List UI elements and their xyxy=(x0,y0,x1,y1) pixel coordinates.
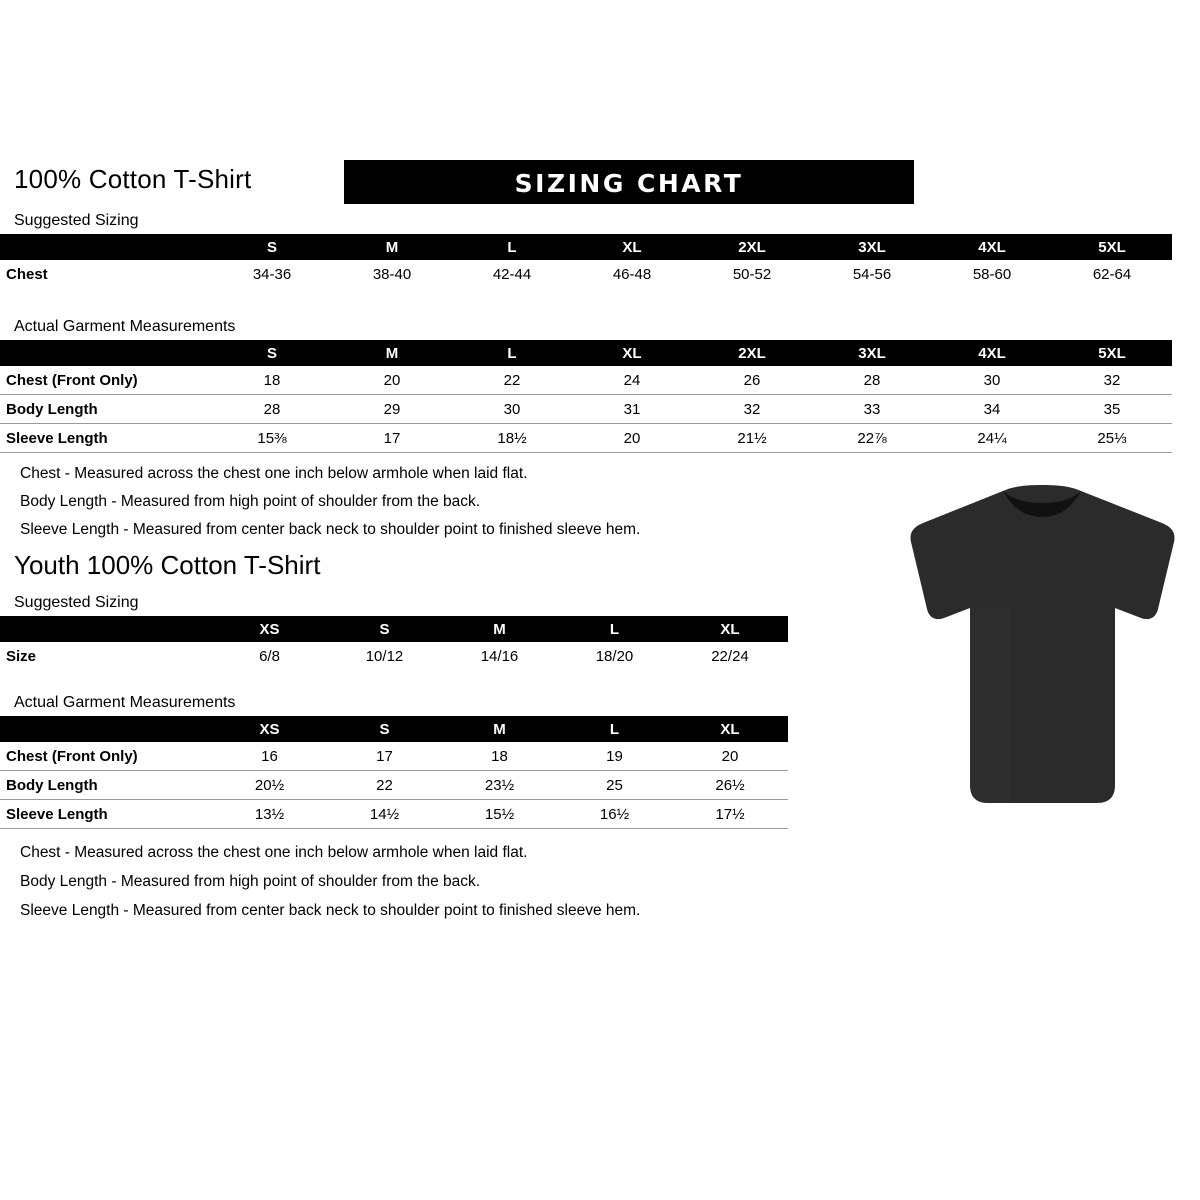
cell: 22 xyxy=(452,366,572,395)
column-header: S xyxy=(379,720,390,738)
table-header-row xyxy=(0,234,1172,260)
cell: 32 xyxy=(692,395,812,424)
cell: 33 xyxy=(812,395,932,424)
cell: 13½ xyxy=(212,800,327,829)
column-header: XL xyxy=(720,620,740,638)
cell: 32 xyxy=(1052,366,1172,395)
column-header: M xyxy=(493,720,506,738)
youth-note-sleeve-length: Sleeve Length - Measured from center back neck to shoulder point to finished sleeve hem. xyxy=(20,902,641,919)
cell: 22⅞ xyxy=(812,424,932,453)
cell: 23½ xyxy=(442,771,557,800)
table-header-row xyxy=(0,340,1172,366)
cell: 20 xyxy=(672,742,788,771)
column-header: L xyxy=(507,238,517,256)
cell: 6/8 xyxy=(259,647,280,665)
row-label: Chest xyxy=(6,265,48,283)
adult-actual-measurements-table xyxy=(0,340,1172,453)
cell: 58-60 xyxy=(972,265,1012,283)
cell: 17 xyxy=(332,424,452,453)
table-row xyxy=(0,260,1172,288)
cell: 20 xyxy=(332,366,452,395)
cell: 54-56 xyxy=(852,265,892,283)
cell: 29 xyxy=(332,395,452,424)
column-header: 2XL xyxy=(738,344,766,362)
cell: 62-64 xyxy=(1092,265,1132,283)
row-label: Sleeve Length xyxy=(0,800,212,829)
column-header xyxy=(0,234,212,260)
youth-suggested-sizing-label: Suggested Sizing xyxy=(14,594,139,611)
table-row xyxy=(0,395,1172,424)
adult-suggested-sizing-table xyxy=(0,234,1172,288)
cell: 26½ xyxy=(672,771,788,800)
t-shirt-illustration xyxy=(900,485,1185,810)
row-label: Body Length xyxy=(0,395,212,424)
page-title: 100% Cotton T-Shirt xyxy=(14,164,252,194)
cell: 21½ xyxy=(692,424,812,453)
column-header: XS xyxy=(259,620,280,638)
row-label: Sleeve Length xyxy=(0,424,212,453)
cell: 50-52 xyxy=(732,265,772,283)
column-header: M xyxy=(385,238,399,256)
youth-note-chest: Chest - Measured across the chest one inch below armhole when laid flat. xyxy=(20,844,528,861)
column-header: M xyxy=(493,620,506,638)
cell: 42-44 xyxy=(492,265,532,283)
adult-suggested-sizing-label: Suggested Sizing xyxy=(14,212,139,229)
column-header: 2XL xyxy=(738,238,766,256)
cell: 17 xyxy=(327,742,442,771)
adult-note-body-length: Body Length - Measured from high point of shoulder from the back. xyxy=(20,493,481,510)
column-header: L xyxy=(609,620,620,638)
column-header: 4XL xyxy=(978,238,1006,256)
cell: 28 xyxy=(212,395,332,424)
sizing-chart-banner xyxy=(344,160,914,204)
table-row xyxy=(0,366,1172,395)
column-header xyxy=(0,340,212,366)
column-header: S xyxy=(266,344,277,362)
adult-actual-measurements-label: Actual Garment Measurements xyxy=(14,318,236,335)
cell: 20½ xyxy=(212,771,327,800)
youth-actual-measurements-table xyxy=(0,716,788,829)
youth-section-title: Youth 100% Cotton T-Shirt xyxy=(14,550,321,580)
column-header: M xyxy=(385,344,399,362)
cell: 16 xyxy=(212,742,327,771)
cell: 34 xyxy=(932,395,1052,424)
cell: 20 xyxy=(572,424,692,453)
column-header: 5XL xyxy=(1098,238,1126,256)
cell: 25 xyxy=(557,771,672,800)
table-row xyxy=(0,424,1172,453)
column-header: S xyxy=(266,238,277,256)
column-header: S xyxy=(379,620,390,638)
cell: 18 xyxy=(442,742,557,771)
table-row xyxy=(0,771,788,800)
cell: 14½ xyxy=(327,800,442,829)
cell: 18½ xyxy=(452,424,572,453)
column-header: 3XL xyxy=(858,344,886,362)
cell: 31 xyxy=(572,395,692,424)
cell: 15½ xyxy=(442,800,557,829)
row-label: Chest (Front Only) xyxy=(0,366,212,395)
cell: 19 xyxy=(557,742,672,771)
column-header: XL xyxy=(622,238,642,256)
cell: 24 xyxy=(572,366,692,395)
t-shirt-icon xyxy=(900,485,1185,810)
header xyxy=(14,160,1186,204)
youth-note-body-length: Body Length - Measured from high point of shoulder from the back. xyxy=(20,873,481,890)
cell: 28 xyxy=(812,366,932,395)
cell: 46-48 xyxy=(612,265,652,283)
cell: 16½ xyxy=(557,800,672,829)
cell: 22 xyxy=(327,771,442,800)
cell: 34-36 xyxy=(252,265,292,283)
row-label: Size xyxy=(6,647,37,665)
cell: 15⅜ xyxy=(212,424,332,453)
column-header: L xyxy=(507,344,517,362)
column-header: 4XL xyxy=(978,344,1006,362)
youth-suggested-sizing-table xyxy=(0,616,788,670)
column-header: L xyxy=(609,720,620,738)
table-row xyxy=(0,742,788,771)
row-label: Chest (Front Only) xyxy=(0,742,212,771)
cell: 30 xyxy=(452,395,572,424)
column-header: XL xyxy=(720,720,740,738)
column-header: 3XL xyxy=(858,238,886,256)
cell: 17½ xyxy=(672,800,788,829)
cell: 38-40 xyxy=(372,265,412,283)
column-header xyxy=(0,616,212,642)
cell: 10/12 xyxy=(365,647,404,665)
column-header xyxy=(0,716,212,742)
youth-actual-measurements-label: Actual Garment Measurements xyxy=(14,694,236,711)
cell: 18/20 xyxy=(595,647,634,665)
table-row xyxy=(0,800,788,829)
row-label: Body Length xyxy=(0,771,212,800)
column-header: 5XL xyxy=(1098,344,1126,362)
table-header-row xyxy=(0,716,788,742)
table-header-row xyxy=(0,616,788,642)
cell: 14/16 xyxy=(480,647,519,665)
cell: 24¼ xyxy=(932,424,1052,453)
cell: 25⅓ xyxy=(1052,424,1172,453)
adult-note-sleeve-length: Sleeve Length - Measured from center back neck to shoulder point to finished sleeve hem. xyxy=(20,521,641,538)
column-header: XL xyxy=(622,344,642,362)
adult-note-chest: Chest - Measured across the chest one inch below armhole when laid flat. xyxy=(20,465,528,482)
cell: 30 xyxy=(932,366,1052,395)
sizing-chart-banner-label: SIZING CHART xyxy=(514,169,744,198)
column-header: XS xyxy=(259,720,280,738)
cell: 22/24 xyxy=(711,647,749,665)
cell: 26 xyxy=(692,366,812,395)
cell: 18 xyxy=(212,366,332,395)
cell: 35 xyxy=(1052,395,1172,424)
table-row xyxy=(0,642,788,670)
